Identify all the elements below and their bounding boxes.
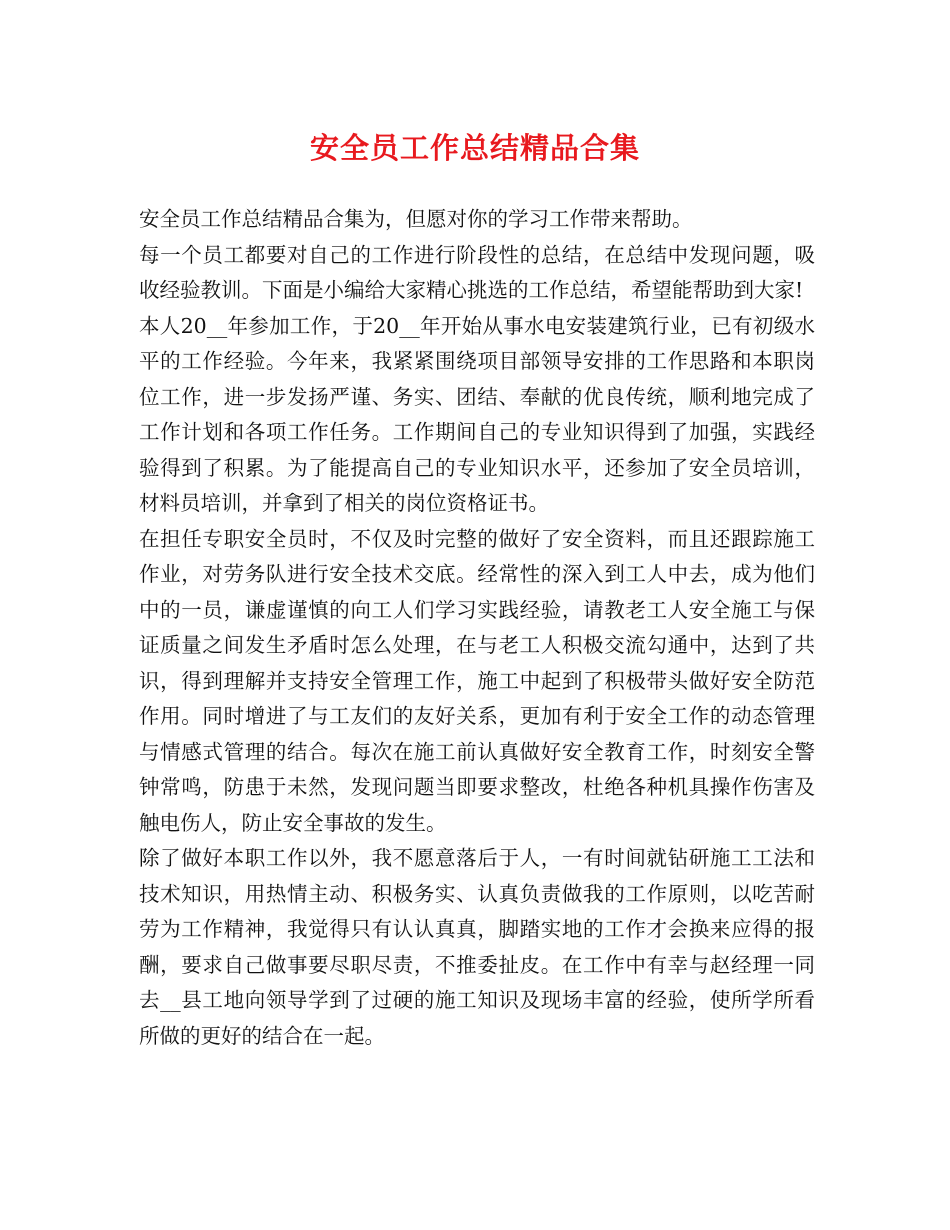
paragraph-summary-purpose: 每一个员工都要对自己的工作进行阶段性的总结，在总结中发现问题，吸收经验教训。下面是小编给大家精心挑选的工作总结，希望能帮助到大家! xyxy=(139,242,815,302)
paragraph-self-improvement: 除了做好本职工作以外，我不愿意落后于人，一有时间就钻研施工工法和技术知识，用热情主动、积极务实、认真负责做我的工作原则，以吃苦耐劳为工作精神，我觉得只有认认真真，脚踏实地的工作才会换来应得的报酬，要求自己做事要尽职尽责，不推委扯皮。在工作中有幸与赵经理一同去__县工地向领导学到了过硬的施工知识及现场丰富的经验，使所学所看所做的更好的结合在一起。 xyxy=(139,846,815,1048)
paragraph-work-experience: 本人20__年参加工作，于20__年开始从事水电安装建筑行业，已有初级水平的工作经验。今年来，我紧紧围绕项目部领导安排的工作思路和本职岗位工作，进一步发扬严谨、务实、团结、奉献的优良传统，顺利地完成了工作计划和各项工作任务。工作期间自己的专业知识得到了加强，实践经验得到了积累。为了能提高自己的专业知识水平，还参加了安全员培训，材料员培训，并拿到了相关的岗位资格证书。 xyxy=(139,313,815,515)
document-body xyxy=(139,202,815,1054)
paragraph-intro: 安全员工作总结精品合集为，但愿对你的学习工作带来帮助。 xyxy=(139,207,693,231)
paragraph-safety-officer-duties: 在担任专职安全员时，不仅及时完整的做好了安全资料，而且还跟踪施工作业，对劳务队进行安全技术交底。经常性的深入到工人中去，成为他们中的一员，谦虚谨慎的向工人们学习实践经验，请教老工人安全施工与保证质量之间发生矛盾时怎么处理，在与老工人积极交流勾通中，达到了共识，得到理解并支持安全管理工作，施工中起到了积极带头做好安全防范作用。同时增进了与工友们的友好关系，更加有利于安全工作的动态管理与情感式管理的结合。每次在施工前认真做好安全教育工作，时刻安全警钟常鸣，防患于未然，发现问题当即要求整改，杜绝各种机具操作伤害及触电伤人，防止安全事故的发生。 xyxy=(139,526,815,835)
document-title: 安全员工作总结精品合集 xyxy=(309,131,640,165)
